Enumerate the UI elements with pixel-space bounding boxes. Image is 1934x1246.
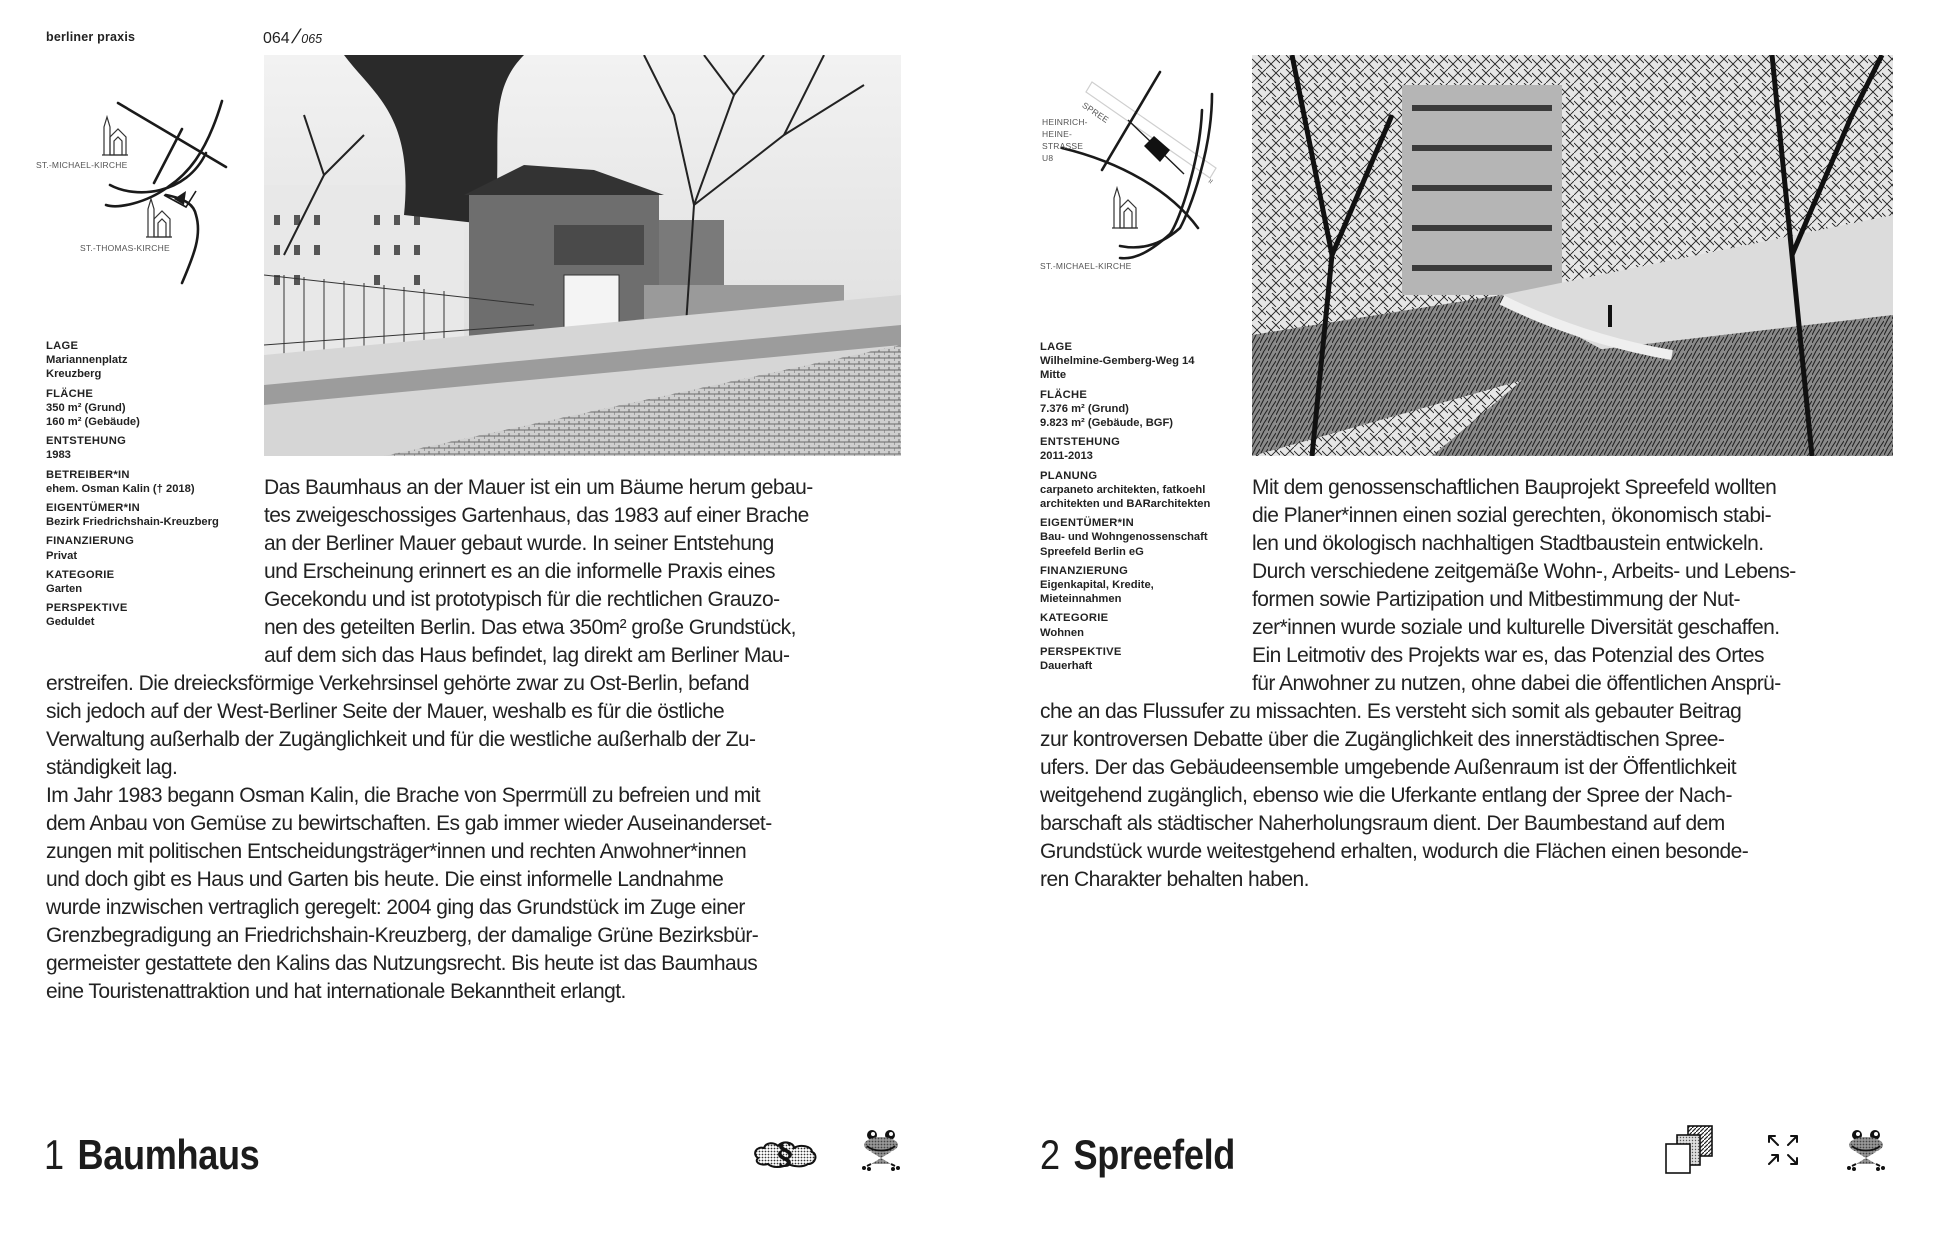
photo-spreefeld [1252, 55, 1893, 456]
project-name: Baumhaus [77, 1131, 260, 1178]
body-line: auf dem sich das Haus befindet, lag direkt am Berliner Mau- [264, 644, 790, 667]
fact-value: 2011-2013 [1040, 450, 1093, 463]
body-line: wurde inzwischen vertraglich geregelt: 2004 ging das Grundstück im Zuge einer [46, 896, 745, 919]
fact-group [46, 434, 256, 462]
map-label-water: ≈ [1204, 176, 1216, 186]
map-drawing [36, 95, 236, 285]
body-line: germeister gestattete den Kalins das Nutzungsrecht. Bis heute ist das Baumhaus [46, 952, 758, 975]
fact-value: Mariannenplatz [46, 354, 128, 367]
body-line: eine Touristenattraktion und hat internationale Bekanntheit erlangt. [46, 980, 626, 1003]
fact-label: PERSPEKTIVE [46, 602, 128, 615]
body-line: ren Charakter behalten haben. [1040, 868, 1309, 891]
page-separator: / [288, 26, 303, 48]
location-map-spreefeld [1040, 70, 1250, 280]
fact-label: EIGENTÜMER*IN [1040, 517, 1135, 530]
body-line: erstreifen. Die dreiecksförmige Verkehrsinsel gehörte zwar zu Ost-Berlin, befand [46, 672, 749, 695]
body-line: nen des geteilten Berlin. Das etwa 350m² große Grundstück, [264, 616, 796, 639]
fact-label: FINANZIERUNG [1040, 564, 1129, 577]
fact-value: Mieteinnahmen [1040, 593, 1122, 606]
page-current: 064 [263, 30, 290, 47]
body-line: Mit dem genossenschaftlichen Bauprojekt Spreefeld wollten [1252, 476, 1777, 499]
fact-label: PERSPEKTIVE [1040, 645, 1122, 658]
fact-group [1040, 340, 1250, 383]
body-line: barschaft als städtischer Naherholungsraum dient. Der Baumbestand auf dem [1040, 812, 1725, 835]
map-label-st-thomas: ST.-THOMAS-KIRCHE [80, 243, 170, 253]
fact-label: FLÄCHE [1040, 388, 1088, 401]
fact-value: 9.823 m² (Gebäude, BGF) [1040, 417, 1174, 430]
map-label-heinrich: HEINRICH- [1042, 117, 1088, 127]
body-line: len und ökologisch nachhaltigen Stadtbaustein entwickeln. [1252, 532, 1764, 555]
fact-value: 7.376 m² (Grund) [1040, 402, 1129, 415]
page-numbers [263, 26, 322, 49]
map-label-strasse: STRASSE [1042, 141, 1084, 151]
body-line: Grenzbegradigung an Friedrichshain-Kreuzberg, der damalige Grüne Bezirksbür- [46, 924, 759, 947]
fact-group [1040, 388, 1250, 431]
body-line: zur kontroversen Debatte über die Zugänglichkeit des innerstädtischen Spree- [1040, 728, 1725, 751]
fact-value: Spreefeld Berlin eG [1040, 545, 1144, 558]
body-line: Ein Leitmotiv des Projekts war es, das Potenzial des Ortes [1252, 644, 1765, 667]
map-label-u8: U8 [1042, 153, 1054, 163]
church-icon [102, 117, 128, 155]
fact-value: 1983 [46, 449, 71, 462]
fact-group [46, 387, 256, 430]
location-map-baumhaus [36, 95, 236, 285]
photo-spreefeld-image [1252, 55, 1893, 456]
body-line: für Anwohner zu nutzen, ohne dabei die öffentlichen Ansprü- [1252, 672, 1781, 695]
map-label-spree: SPREE [1080, 100, 1111, 125]
project-title-baumhaus [44, 1131, 259, 1179]
fact-value: Mitte [1040, 369, 1067, 382]
fact-value: architekten und BARarchitekten [1040, 498, 1211, 511]
photo-baumhaus [264, 55, 901, 456]
body-line: sich jedoch auf der West-Berliner Seite der Mauer, weshalb es für die östliche [46, 700, 725, 723]
map-label-heine: HEINE- [1042, 129, 1073, 139]
fact-value: 350 m² (Grund) [46, 401, 126, 414]
expand-arrows-icon [1766, 1133, 1800, 1167]
fact-value: ehem. Osman Kalin († 2018) [46, 482, 195, 495]
running-title: berliner praxis [46, 30, 136, 44]
svg-text:§: § [777, 1137, 793, 1172]
fact-label: FLÄCHE [46, 387, 94, 400]
photo-baumhaus-image [264, 55, 901, 456]
fact-label: EIGENTÜMER*IN [46, 502, 141, 515]
project-title-spreefeld [1040, 1131, 1235, 1179]
body-line: und Erscheinung erinnert es an die informelle Praxis eines [264, 560, 775, 583]
fact-label: LAGE [1040, 341, 1073, 353]
project-number: 1 [44, 1131, 64, 1178]
body-line: Gecekondu und ist prototypisch für die rechtlichen Grauzo- [264, 588, 780, 611]
body-line: ständigkeit lag. [46, 756, 178, 779]
fact-label: BETREIBER*IN [46, 468, 130, 481]
fact-value: 160 m² (Gebäude) [46, 416, 140, 429]
body-line: die Planer*innen einen sozial gerechten, ökonomisch stabi- [1252, 504, 1772, 527]
body-line: Verwaltung außerhalb der Zugänglichkeit und für die westliche außerhalb der Zu- [46, 728, 756, 751]
map-label-st-michael: ST.-MICHAEL-KIRCHE [1040, 261, 1132, 271]
fact-label: PLANUNG [1040, 469, 1098, 482]
body-line: zungen mit politischen Entscheidungsträger*innen und rechten Anwohner*innen [46, 840, 747, 863]
body-line: tes zweigeschossiges Gartenhaus, das 1983 auf einer Brache [264, 504, 809, 527]
church-icon [146, 199, 172, 237]
fact-value: Garten [46, 583, 83, 596]
fact-value: Kreuzberg [46, 368, 102, 381]
body-line: zer*innen wurde soziale und kulturelle Diversität geschaffen. [1252, 616, 1780, 639]
page-next: 065 [301, 32, 323, 46]
body-text-baumhaus [46, 474, 906, 1006]
stacked-layers-icon [1664, 1124, 1714, 1176]
frog-icon [859, 1128, 903, 1172]
fact-value: carpaneto architekten, fatkoehl [1040, 483, 1206, 496]
fact-label: LAGE [46, 340, 79, 352]
fact-group [46, 339, 256, 382]
church-icon [1112, 188, 1138, 228]
project-number: 2 [1040, 1131, 1060, 1178]
body-line: Das Baumhaus an der Mauer ist ein um Bäume herum gebau- [264, 476, 813, 499]
fact-group [1040, 435, 1250, 463]
fact-value: Geduldet [46, 616, 95, 629]
paragraph-cloud-icon [752, 1132, 818, 1176]
fact-label: ENTSTEHUNG [46, 435, 127, 448]
body-line: weitgehend zugänglich, ebenso wie die Uferkante entlang der Spree der Nach- [1040, 784, 1732, 807]
fact-value: Privat [46, 549, 78, 562]
fact-value: Bau- und Wohngenossenschaft [1040, 531, 1208, 544]
map-drawing [1040, 70, 1250, 280]
body-line: und doch gibt es Haus und Garten bis heute. Die einst informelle Landnahme [46, 868, 724, 891]
fact-label: KATEGORIE [1040, 612, 1109, 625]
body-line: ufers. Der das Gebäudeensemble umgebende Außenraum ist der Öffentlichkeit [1040, 756, 1737, 779]
body-line: che an das Flussufer zu missachten. Es versteht sich somit als gebauter Beitrag [1040, 700, 1742, 723]
body-line: Im Jahr 1983 begann Osman Kalin, die Brache von Sperrmüll zu befreien und mit [46, 784, 761, 807]
body-text-spreefeld [1040, 474, 1900, 894]
body-line: formen sowie Partizipation und Mitbestimmung der Nut- [1252, 588, 1740, 611]
fact-value: Wohnen [1040, 626, 1084, 639]
fact-label: FINANZIERUNG [46, 535, 135, 548]
frog-icon [1844, 1128, 1888, 1172]
body-line: Grundstück wurde weitestgehend erhalten, wodurch die Flächen einen besonde- [1040, 840, 1749, 863]
project-name: Spreefeld [1073, 1131, 1236, 1178]
fact-label: KATEGORIE [46, 568, 115, 581]
body-line: Durch verschiedene zeitgemäße Wohn-, Arbeits- und Lebens- [1252, 560, 1796, 583]
fact-value: Wilhelmine-Gemberg-Weg 14 [1040, 355, 1195, 368]
body-line: an der Berliner Mauer gebaut wurde. In seiner Entstehung [264, 532, 774, 555]
fact-value: Bezirk Friedrichshain-Kreuzberg [46, 516, 219, 529]
fact-label: ENTSTEHUNG [1040, 436, 1121, 449]
fact-value: Dauerhaft [1040, 660, 1093, 673]
body-line: dem Anbau von Gemüse zu bewirtschaften. Es gab immer wieder Auseinanderset- [46, 812, 772, 835]
map-label-st-michael: ST.-MICHAEL-KIRCHE [36, 160, 128, 170]
fact-value: Eigenkapital, Kredite, [1040, 579, 1154, 592]
